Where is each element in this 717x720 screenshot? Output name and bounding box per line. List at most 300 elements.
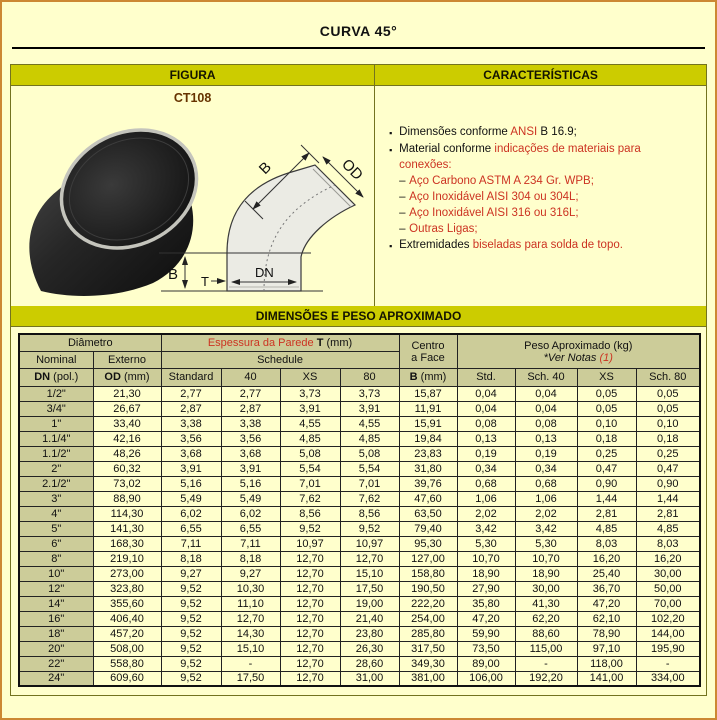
table-cell: 12,70 (340, 551, 399, 566)
table-cell: 3,73 (340, 386, 399, 401)
table-cell: 12,70 (280, 596, 340, 611)
table-cell: 0,34 (457, 461, 515, 476)
table-cell: 9,52 (161, 611, 221, 626)
table-row (19, 656, 700, 671)
table-cell: 285,80 (399, 626, 457, 641)
table-cell: 15,87 (399, 386, 457, 401)
table-cell: 73,02 (93, 476, 161, 491)
table-cell: 355,60 (93, 596, 161, 611)
table-cell: 10,70 (457, 551, 515, 566)
table-cell: 7,62 (280, 491, 340, 506)
table-cell: 8,18 (221, 551, 280, 566)
table-cell: 3,91 (221, 461, 280, 476)
table-cell: 12,70 (280, 611, 340, 626)
table-cell: 8,18 (161, 551, 221, 566)
espessura-unit: (mm) (323, 336, 353, 349)
dn-cell: 5" (19, 521, 93, 536)
table-cell: 88,90 (93, 491, 161, 506)
table-cell: 9,52 (161, 581, 221, 596)
table-cell: 12,70 (221, 611, 280, 626)
page-title: CURVA 45° (319, 23, 398, 39)
table-cell: 3,91 (340, 401, 399, 416)
header-od (93, 368, 161, 386)
table-cell: 15,10 (340, 566, 399, 581)
table-cell: 141,30 (93, 521, 161, 536)
table-cell: 3,68 (221, 446, 280, 461)
table-cell: 3,91 (280, 401, 340, 416)
characteristic-item (389, 237, 698, 254)
table-cell: 1,44 (636, 491, 700, 506)
b-unit: (mm) (417, 371, 447, 383)
table-cell: 168,30 (93, 536, 161, 551)
table-cell: 323,80 (93, 581, 161, 596)
table-cell: 508,00 (93, 641, 161, 656)
table-cell: 12,70 (280, 551, 340, 566)
text-segment: B 16.9; (537, 126, 577, 138)
table-cell: 5,49 (161, 491, 221, 506)
table-cell: 11,91 (399, 401, 457, 416)
table-cell: 4,85 (577, 521, 636, 536)
header-schedule: Schedule (161, 351, 399, 368)
table-cell: 0,04 (457, 386, 515, 401)
dash-bullet: – (399, 207, 406, 219)
table-row (19, 626, 700, 641)
table-cell: 59,90 (457, 626, 515, 641)
table-cell: 79,40 (399, 521, 457, 536)
table-cell: 48,26 (93, 446, 161, 461)
b-label: B (409, 371, 418, 383)
table-cell: 0,13 (515, 431, 577, 446)
table-cell: 31,00 (340, 671, 399, 686)
espessura-label: Espessura da Parede (207, 336, 317, 349)
section-headers (11, 65, 706, 86)
table-cell: 219,10 (93, 551, 161, 566)
table-cell: 1,44 (577, 491, 636, 506)
dn-cell: 1/2" (19, 386, 93, 401)
peso-label: Peso Aproximado (kg) (524, 339, 633, 352)
table-cell: 15,91 (399, 416, 457, 431)
table-cell: 141,00 (577, 671, 636, 686)
table-cell: 273,00 (93, 566, 161, 581)
header-centro-face (399, 334, 457, 368)
header-80: 80 (340, 368, 399, 386)
square-bullet: ▪ (389, 241, 393, 251)
espessura-t: T (316, 336, 324, 349)
table-cell: 21,30 (93, 386, 161, 401)
text-segment: indicações de materiais para conexões: (399, 143, 641, 171)
table-cell: 30,00 (515, 581, 577, 596)
label-od: OD (338, 155, 367, 184)
table-cell: 7,01 (340, 476, 399, 491)
table-cell: 5,30 (515, 536, 577, 551)
table-cell: 406,40 (93, 611, 161, 626)
dn-cell: 14" (19, 596, 93, 611)
table-cell: 9,52 (161, 656, 221, 671)
table-cell: 50,00 (636, 581, 700, 596)
table-cell: 10,30 (221, 581, 280, 596)
table-row (19, 491, 700, 506)
table-cell: 42,16 (93, 431, 161, 446)
characteristic-item (399, 189, 698, 205)
header-peso (457, 334, 700, 368)
table-cell: 0,05 (577, 386, 636, 401)
table-cell: 28,60 (340, 656, 399, 671)
table-cell: 5,16 (221, 476, 280, 491)
table-cell: 21,40 (340, 611, 399, 626)
table-cell: 254,00 (399, 611, 457, 626)
table-cell: 11,10 (221, 596, 280, 611)
table-cell: 18,90 (457, 566, 515, 581)
table-cell: 3,73 (280, 386, 340, 401)
table-cell: 4,85 (636, 521, 700, 536)
table-cell: 114,30 (93, 506, 161, 521)
table-cell: 0,05 (636, 386, 700, 401)
text-segment: Aço Inoxidável AISI 316 ou 316L; (409, 207, 579, 219)
table-cell: 4,55 (280, 416, 340, 431)
table-cell: 2,02 (457, 506, 515, 521)
table-cell: 4,85 (280, 431, 340, 446)
table-row (19, 506, 700, 521)
table-cell: 3,56 (161, 431, 221, 446)
table-cell: 0,68 (457, 476, 515, 491)
table-cell: 9,27 (221, 566, 280, 581)
dn-cell: 3/4" (19, 401, 93, 416)
table-cell: 35,80 (457, 596, 515, 611)
table-cell: 3,42 (457, 521, 515, 536)
table-cell: 0,25 (636, 446, 700, 461)
characteristic-item (399, 221, 698, 237)
dn-cell: 6" (19, 536, 93, 551)
header-diametro: Diâmetro (19, 334, 161, 351)
header-b (399, 368, 457, 386)
centro-line1: Centro (411, 339, 445, 352)
table-cell: 3,38 (221, 416, 280, 431)
dn-label: DN (34, 371, 51, 383)
dn-cell: 12" (19, 581, 93, 596)
table-row (19, 581, 700, 596)
table-cell: 47,20 (457, 611, 515, 626)
table-cell: 0,18 (577, 431, 636, 446)
table-cell: 1,06 (515, 491, 577, 506)
table-cell: 10,70 (515, 551, 577, 566)
text-segment: Extremidades (399, 239, 473, 251)
table-cell: 0,25 (577, 446, 636, 461)
table-cell: 23,80 (340, 626, 399, 641)
table-cell: 12,70 (280, 626, 340, 641)
dn-cell: 10" (19, 566, 93, 581)
table-cell: - (636, 656, 700, 671)
table-cell: 10,97 (280, 536, 340, 551)
table-cell: 26,30 (340, 641, 399, 656)
table-cell: 17,50 (221, 671, 280, 686)
square-bullet: ▪ (389, 145, 393, 155)
table-cell: 73,50 (457, 641, 515, 656)
table-cell: 0,08 (457, 416, 515, 431)
table-cell: 3,56 (221, 431, 280, 446)
figure-characteristics-row (11, 86, 706, 306)
table-cell: 0,18 (636, 431, 700, 446)
table-cell: 0,19 (515, 446, 577, 461)
table-row (19, 536, 700, 551)
table-cell: 5,08 (280, 446, 340, 461)
header-espessura (161, 334, 399, 351)
table-cell: 8,56 (340, 506, 399, 521)
label-b-diagonal: B (255, 158, 275, 178)
table-cell: 27,90 (457, 581, 515, 596)
header-xs2: XS (577, 368, 636, 386)
table-cell: 7,01 (280, 476, 340, 491)
table-cell: 0,68 (515, 476, 577, 491)
table-cell: 4,85 (340, 431, 399, 446)
dn-cell: 16" (19, 611, 93, 626)
dn-cell: 3" (19, 491, 93, 506)
table-cell: 2,77 (221, 386, 280, 401)
header-40: 40 (221, 368, 280, 386)
table-cell: 1,06 (457, 491, 515, 506)
table-cell: 158,80 (399, 566, 457, 581)
table-cell: 8,03 (636, 536, 700, 551)
table-cell: 23,83 (399, 446, 457, 461)
header-std: Std. (457, 368, 515, 386)
table-cell: 2,02 (515, 506, 577, 521)
table-cell: 5,54 (280, 461, 340, 476)
table-cell: 349,30 (399, 656, 457, 671)
table-cell: 0,47 (577, 461, 636, 476)
dash-bullet: – (399, 191, 406, 203)
header-dn (19, 368, 93, 386)
table-cell: 30,00 (636, 566, 700, 581)
text-segment: Material conforme (399, 143, 495, 155)
table-cell: 10,97 (340, 536, 399, 551)
table-cell: 6,02 (161, 506, 221, 521)
table-cell: 63,50 (399, 506, 457, 521)
table-cell: 3,68 (161, 446, 221, 461)
table-cell: 5,49 (221, 491, 280, 506)
table-cell: 192,20 (515, 671, 577, 686)
table-cell: 78,90 (577, 626, 636, 641)
table-cell: 62,20 (515, 611, 577, 626)
table-cell: 39,76 (399, 476, 457, 491)
table-cell: 25,40 (577, 566, 636, 581)
table-cell: 31,80 (399, 461, 457, 476)
dn-cell: 24" (19, 671, 93, 686)
table-cell: 88,60 (515, 626, 577, 641)
table-cell: 95,30 (399, 536, 457, 551)
table-cell: 62,10 (577, 611, 636, 626)
title-divider (12, 47, 705, 49)
text-segment: Outras Ligas; (409, 223, 478, 235)
table-cell: 47,20 (577, 596, 636, 611)
table-cell: 0,90 (636, 476, 700, 491)
table-cell: 102,20 (636, 611, 700, 626)
table-row (19, 401, 700, 416)
table-cell: 144,00 (636, 626, 700, 641)
text-segment: Aço Carbono ASTM A 234 Gr. WPB; (409, 175, 594, 187)
table-row (19, 641, 700, 656)
header-nominal: Nominal (19, 351, 93, 368)
ver-notas-ref: (1) (599, 352, 613, 365)
table-cell: 9,52 (340, 521, 399, 536)
table-cell: 9,52 (161, 671, 221, 686)
table-cell: 19,00 (340, 596, 399, 611)
table-row (19, 611, 700, 626)
dn-cell: 1" (19, 416, 93, 431)
table-cell: 0,04 (457, 401, 515, 416)
table-cell: 2,81 (636, 506, 700, 521)
dn-cell: 18" (19, 626, 93, 641)
table-cell: 0,90 (577, 476, 636, 491)
table-cell: 195,90 (636, 641, 700, 656)
table-cell: 0,10 (577, 416, 636, 431)
table-cell: 2,77 (161, 386, 221, 401)
table-cell: 609,60 (93, 671, 161, 686)
table-cell: 334,00 (636, 671, 700, 686)
table-cell: 4,55 (340, 416, 399, 431)
table-cell: 89,00 (457, 656, 515, 671)
dn-cell: 22" (19, 656, 93, 671)
table-cell: - (515, 656, 577, 671)
table-row (19, 671, 700, 686)
table-row (19, 551, 700, 566)
table-row (19, 476, 700, 491)
table-cell: 36,70 (577, 581, 636, 596)
table-cell: 0,10 (636, 416, 700, 431)
text-segment: Dimensões conforme (399, 126, 511, 138)
table-cell: 0,19 (457, 446, 515, 461)
elbow-figure (11, 105, 374, 299)
dn-cell: 1.1/4" (19, 431, 93, 446)
table-cell: 0,08 (515, 416, 577, 431)
characteristic-item (389, 141, 698, 173)
content-block (10, 64, 707, 696)
table-cell: 0,04 (515, 401, 577, 416)
table-cell: 0,05 (577, 401, 636, 416)
table-cell: 9,52 (161, 626, 221, 641)
dimensions-table-wrap (11, 327, 706, 695)
dimensions-table (18, 333, 701, 687)
table-cell: 3,91 (161, 461, 221, 476)
table-cell: 5,30 (457, 536, 515, 551)
dn-cell: 4" (19, 506, 93, 521)
header-externo: Externo (93, 351, 161, 368)
dn-cell: 2" (19, 461, 93, 476)
table-cell: 6,55 (221, 521, 280, 536)
label-t: T (201, 274, 210, 289)
table-cell: 16,20 (577, 551, 636, 566)
table-cell: 12,70 (280, 656, 340, 671)
table-cell: 457,20 (93, 626, 161, 641)
table-cell: 5,16 (161, 476, 221, 491)
header-sch80: Sch. 80 (636, 368, 700, 386)
table-row (19, 596, 700, 611)
table-cell: 0,47 (636, 461, 700, 476)
table-cell: 18,90 (515, 566, 577, 581)
ver-notas-label: *Ver Notas (543, 352, 600, 365)
table-row (19, 566, 700, 581)
header-sch40: Sch. 40 (515, 368, 577, 386)
dn-cell: 2.1/2" (19, 476, 93, 491)
table-cell: 127,00 (399, 551, 457, 566)
table-cell: 3,42 (515, 521, 577, 536)
table-cell: 70,00 (636, 596, 700, 611)
table-cell: - (221, 656, 280, 671)
dash-bullet: – (399, 175, 406, 187)
table-cell: 381,00 (399, 671, 457, 686)
table-cell: 41,30 (515, 596, 577, 611)
table-cell: 97,10 (577, 641, 636, 656)
figure-code: CT108 (173, 91, 212, 105)
elbow-photo (29, 108, 216, 296)
table-cell: 3,38 (161, 416, 221, 431)
dn-cell: 1.1/2" (19, 446, 93, 461)
table-row (19, 386, 700, 401)
table-row (19, 431, 700, 446)
table-cell: 222,20 (399, 596, 457, 611)
table-cell: 60,32 (93, 461, 161, 476)
table-cell: 106,00 (457, 671, 515, 686)
header-standard: Standard (161, 368, 221, 386)
table-cell: 0,05 (636, 401, 700, 416)
centro-line2: a Face (411, 352, 445, 365)
table-cell: 118,00 (577, 656, 636, 671)
table-cell: 9,52 (161, 641, 221, 656)
table-cell: 7,11 (221, 536, 280, 551)
text-segment: ANSI (510, 126, 538, 138)
characteristic-item (399, 173, 698, 189)
figura-header: FIGURA (11, 65, 375, 85)
text-segment: Aço Inoxidável AISI 304 ou 304L; (409, 191, 579, 203)
table-cell: 26,67 (93, 401, 161, 416)
dimensions-band-title: DIMENSÕES E PESO APROXIMADO (11, 306, 706, 327)
od-unit: (mm) (120, 371, 150, 383)
table-cell: 0,04 (515, 386, 577, 401)
table-cell: 14,30 (221, 626, 280, 641)
table-cell: 17,50 (340, 581, 399, 596)
dn-unit: (pol.) (50, 371, 79, 383)
table-cell: 19,84 (399, 431, 457, 446)
table-cell: 5,54 (340, 461, 399, 476)
table-cell: 12,70 (280, 581, 340, 596)
table-cell: 2,81 (577, 506, 636, 521)
characteristics-list (375, 86, 706, 306)
table-cell: 190,50 (399, 581, 457, 596)
table-cell: 7,11 (161, 536, 221, 551)
table-cell: 2,87 (221, 401, 280, 416)
square-bullet: ▪ (389, 128, 393, 138)
table-row (19, 521, 700, 536)
table-cell: 0,13 (457, 431, 515, 446)
table-cell: 7,62 (340, 491, 399, 506)
table-cell: 115,00 (515, 641, 577, 656)
table-cell: 12,70 (280, 566, 340, 581)
table-header (19, 334, 700, 386)
table-cell: 2,87 (161, 401, 221, 416)
table-cell: 47,60 (399, 491, 457, 506)
characteristic-item (389, 124, 698, 141)
table-cell: 6,55 (161, 521, 221, 536)
table-cell: 9,27 (161, 566, 221, 581)
table-cell: 8,56 (280, 506, 340, 521)
table-cell: 5,08 (340, 446, 399, 461)
table-cell: 15,10 (221, 641, 280, 656)
label-dn: DN (255, 265, 274, 280)
characteristic-item (399, 205, 698, 221)
table-row (19, 416, 700, 431)
table-cell: 558,80 (93, 656, 161, 671)
text-segment: biseladas para solda de topo. (472, 239, 623, 251)
label-b-vertical: B (168, 266, 179, 283)
table-cell: 12,70 (280, 671, 340, 686)
